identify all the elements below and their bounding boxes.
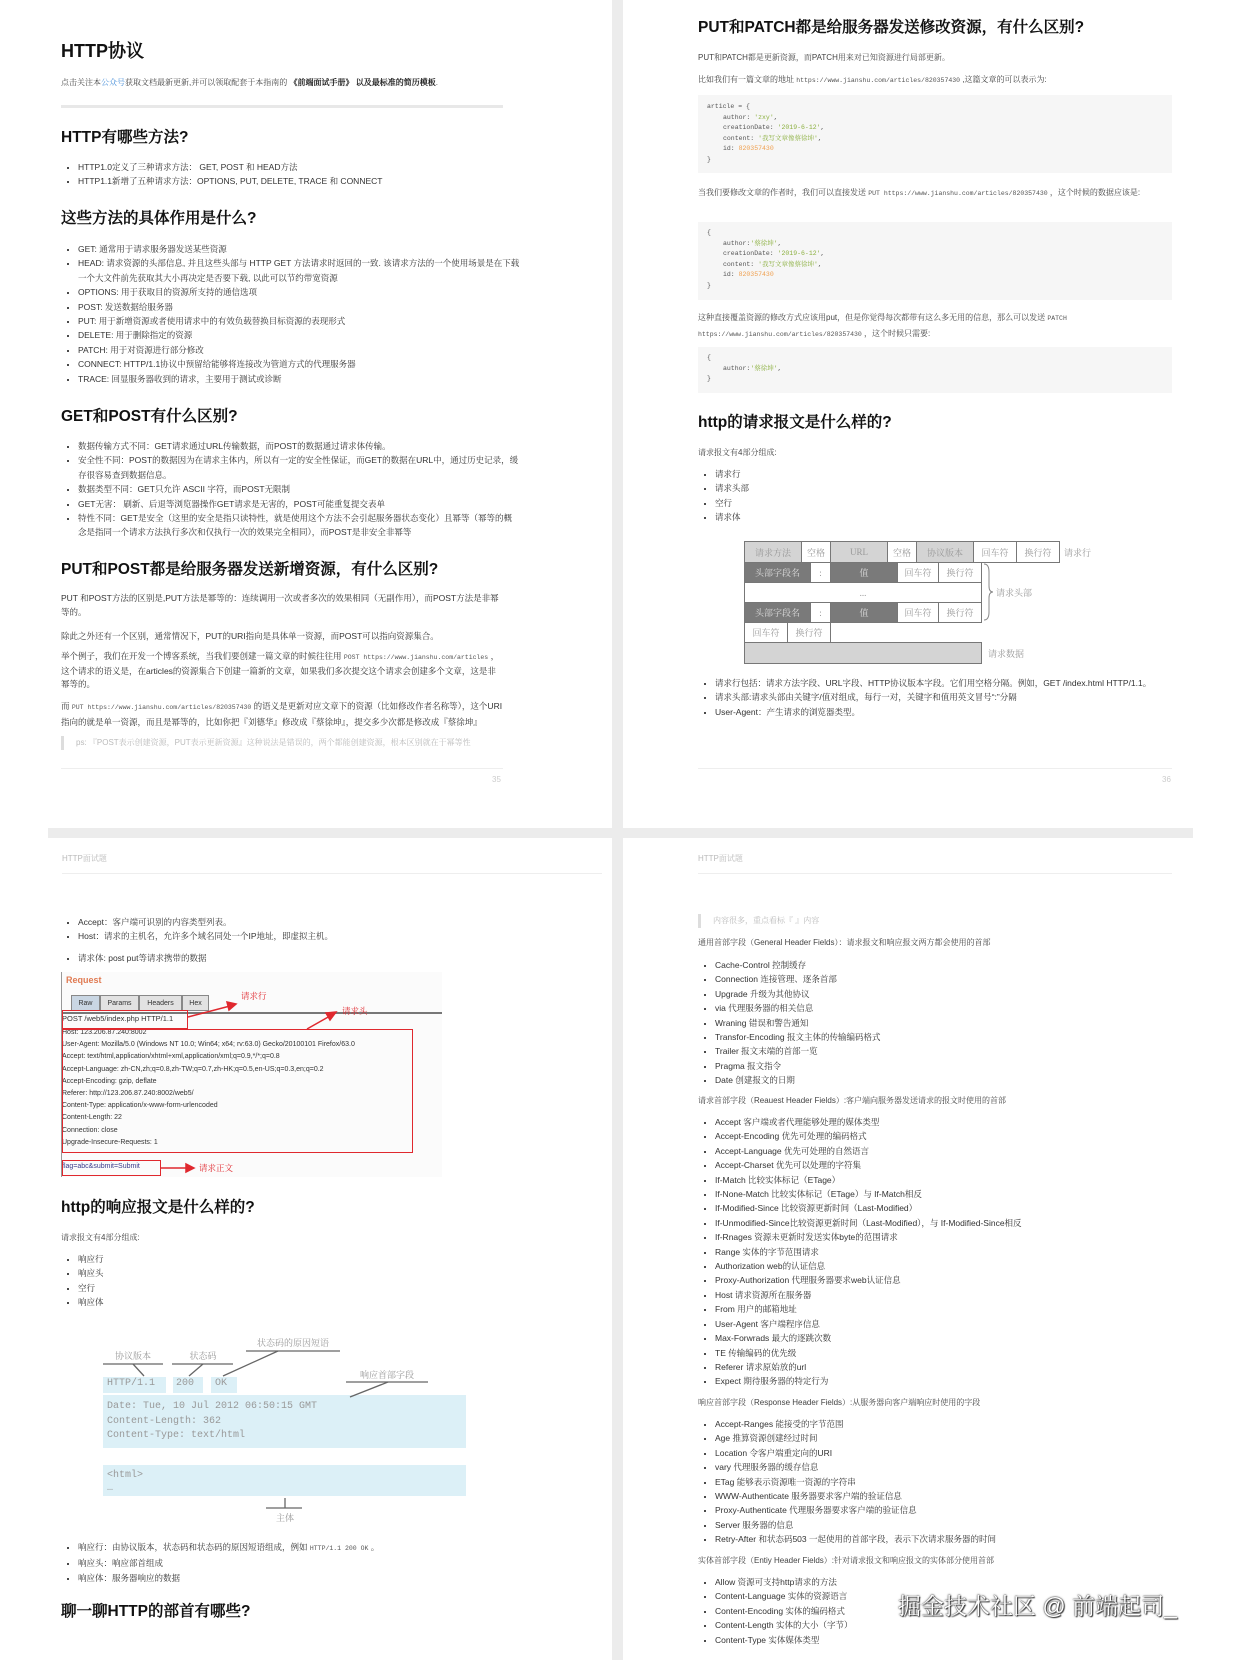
general-header-item: • Trailer 报文末端的首部一览 xyxy=(715,1044,880,1058)
cell-method: 请求方法 xyxy=(744,541,802,563)
para-text-end: ,这篇文章的可以表示为: xyxy=(960,75,1047,84)
request-header-field-item: • Accept-Encoding 优先可处理的编码格式 xyxy=(715,1129,1022,1143)
get-post-list-item: • 特性不同：GET是安全（这里的安全是指只读特性，就是使用这个方法不会引起服务器状态变化）且幂等（幂等的概念是指同一个请求方法执行多次和仅执行一次的效果完全相同），而POST是非安全非幂等 xyxy=(78,511,520,540)
raw-header-line: Referer: http://123.206.87.240:8002/web5/ xyxy=(62,1090,194,1098)
general-header-item: • via 代理服务器的相关信息 xyxy=(715,1001,880,1015)
header-rule xyxy=(698,873,1172,874)
cell-version: 协议版本 xyxy=(916,541,974,563)
code-line: author: 'zxy', xyxy=(723,113,778,121)
response-note-item: • 响应体：服务器响应的数据 xyxy=(78,1571,518,1585)
request-body-item: • 请求体: post put等请求携带的数据 xyxy=(78,951,518,965)
heading-put-patch: PUT和PATCH都是给服务器发送修改资源，有什么区别? xyxy=(698,19,1085,36)
raw-header-line: Connection: close xyxy=(62,1126,118,1134)
request-part-item: • 请求体 xyxy=(715,510,749,524)
heading-get-post: GET和POST有什么区别? xyxy=(61,408,238,425)
general-header-item: • Cache-Control 控制缓存 xyxy=(715,958,880,972)
request-headers-title: 请求首部字段（Reauest Header Fields）:客户端向服务器发送请求的报文时使用的首部 xyxy=(698,1096,1007,1105)
response-intro: 请求报文有4部分组成: xyxy=(61,1233,140,1242)
response-headers-title: 响应首部字段（Response Header Fields）:从服务器向客户端响应时使用的字段 xyxy=(698,1398,981,1407)
request-header-field-item: • Max-Forwrads 最大的逐跳次数 xyxy=(715,1331,1022,1345)
tab-hex[interactable]: Hex xyxy=(182,995,209,1011)
para3-text: 举个例子，我们在开发一个博客系统，当我们要创建一篇文章的时候往往用 xyxy=(61,651,344,661)
request-line-text: POST /web5/index.php HTTP/1.1 xyxy=(62,1014,174,1023)
cell-ellipsis: ... xyxy=(744,582,982,603)
cell-cr: 回车符 xyxy=(973,541,1017,563)
intro-mid: 获取文档最新更新,并可以领取配套于本指南的 xyxy=(125,78,288,87)
general-header-item: • Connection 连接管理、逐条首部 xyxy=(715,972,880,986)
patch-para-1: PUT和PATCH都是更新资源，而PATCH用来对已知资源进行局部更新。 xyxy=(698,53,950,62)
heading-response-message: http的响应报文是什么样的? xyxy=(61,1199,255,1216)
request-header-field-item: • If-Rnages 资源未更新时发送实体byte的范围请求 xyxy=(715,1230,1022,1244)
request-part-item: • 空行 xyxy=(715,496,749,510)
response-header-field-item: • ETag 能够表示资源唯一资源的字符串 xyxy=(715,1475,996,1489)
get-post-list-item: • 安全性不同：POST的数据因为在请求主体内，所以有一定的安全性保证，而GET的数据在URL中，通过历史记录，缓存很容易查到数据信息。 xyxy=(78,453,520,482)
response-note-item: • 响应行：由协议版本，状态码和状态码的原因短语组成，例如 HTTP/1.1 200 OK 。 xyxy=(78,1540,518,1556)
get-post-list-item: • 数据类型不同：GET只允许 ASCII 字符，而POST无限制 xyxy=(78,482,520,496)
request-header-field-item: • Expect 期待服务器的特定行为 xyxy=(715,1374,1022,1388)
code-block-patch-body xyxy=(698,347,1172,393)
request-header-field-item: • If-Unmodified-Since比较资源更新时间（Last-Modified），与 If-Modified-Since相反 xyxy=(715,1216,1022,1230)
request-panel-title: Request xyxy=(66,975,102,985)
para-text: 比如我们有一篇文章的地址 xyxy=(698,75,797,84)
request-header-item: • Host：请求的主机名，允许多个域名同处一个IP地址，即虚拟主机。 xyxy=(78,929,518,943)
code-block-article xyxy=(698,95,1172,173)
label-request-line: 请求行 xyxy=(1064,548,1092,558)
response-header-line: Content-Length: 362 xyxy=(107,1416,222,1427)
response-header-line: Content-Type: text/html xyxy=(107,1430,246,1441)
response-note-item: • 响应头：响应部首组成 xyxy=(78,1556,518,1570)
usage-list-item: • PATCH: 用于对资源进行部分修改 xyxy=(78,343,520,357)
response-header-field-item: • Age 推算资源创建经过时间 xyxy=(715,1431,996,1445)
get-post-list xyxy=(61,439,520,540)
label-status-code: 状态码 xyxy=(189,1351,217,1361)
running-header: HTTP面试题 xyxy=(62,854,107,863)
request-header-fields-list xyxy=(698,1115,1022,1389)
cell-value: 值 xyxy=(830,562,898,583)
request-notes-list xyxy=(698,676,1185,719)
request-note-item: • User-Agent：产生请求的浏览器类型。 xyxy=(715,705,1185,719)
response-body-line: … xyxy=(107,1483,114,1494)
request-header-field-item: • Range 实体的字节范围请求 xyxy=(715,1245,1022,1259)
response-part-item: • 响应行 xyxy=(78,1252,104,1266)
response-part-item: • 响应体 xyxy=(78,1295,104,1309)
request-note-item: • 请求头部:请求头部由关键字/值对组成，每行一对，关键字和值用英文冒号“:”分隔 xyxy=(715,690,1185,704)
raw-header-line: Host: 123.206.87.240:8002 xyxy=(62,1029,147,1036)
code-line: creationDate: '2019-6-12', xyxy=(723,250,825,257)
heading-methods: HTTP有哪些方法? xyxy=(61,129,189,146)
general-header-item: • Transfor-Encoding 报文主体的传输编码格式 xyxy=(715,1030,880,1044)
general-header-item: • Date 创建报文的日期 xyxy=(715,1073,880,1087)
cell-cr: 回车符 xyxy=(744,622,788,643)
cell-colon: : xyxy=(810,602,831,623)
label-request-headers: 请求头部 xyxy=(996,588,1033,598)
request-intro: 请求报文有4部分组成: xyxy=(698,448,777,457)
response-body-line: <html> xyxy=(107,1470,144,1481)
cell-value: 值 xyxy=(830,602,898,623)
request-header-field-item: • From 用户的邮箱地址 xyxy=(715,1302,1022,1316)
usage-list-item: • GET: 通常用于请求服务器发送某些资源 xyxy=(78,242,520,256)
para-text: 当我们要修改文章的作者时，我们可以直接发送 xyxy=(698,188,869,197)
response-header-field-item: • Server 服务器的信息 xyxy=(715,1518,996,1532)
general-header-item: • Wraning 错误和警告通知 xyxy=(715,1016,880,1030)
label-protocol-version: 协议版本 xyxy=(114,1351,152,1361)
label-request-data: 请求数据 xyxy=(988,649,1025,659)
code-line: author:'蔡徐坤', xyxy=(723,364,782,372)
code-line: id: 820357430 xyxy=(723,145,774,152)
cell-field-name: 头部字段名 xyxy=(744,562,811,583)
request-header-item: • Accept：客户端可识别的内容类型列表。 xyxy=(78,915,518,929)
request-header-field-item: • If-Match 比较实体标记（ETage） xyxy=(715,1173,1022,1187)
page-number: 35 xyxy=(492,775,501,784)
usage-list xyxy=(61,242,520,386)
status-version: HTTP/1.1 xyxy=(107,1378,156,1389)
intro-end: . xyxy=(435,78,438,87)
raw-header-line: Accept: text/html,application/xhtml+xml,application/xml;q=0.9,*/*;q=0.8 xyxy=(62,1053,280,1061)
status-reason: OK xyxy=(215,1378,228,1389)
put-post-para-1: PUT 和POST方法的区别是,PUT方法是幂等的：连续调用一次或者多次的效果相同（无副作用），而POST方法是非幂等的。 xyxy=(61,593,499,618)
response-header-field-item: • vary 代理服务器的缓存信息 xyxy=(715,1460,996,1474)
connector-lines-icon xyxy=(0,1330,480,1520)
request-header-field-item: • User-Agent 客户端程序信息 xyxy=(715,1317,1022,1331)
get-post-list-item: • GET无害： 刷新、后退等浏览器操作GET请求是无害的，POST可能重复提交表单 xyxy=(78,497,520,511)
response-part-item: • 空行 xyxy=(78,1281,104,1295)
para-text: 这种直接覆盖资源的修改方式应该用put，但是你觉得每次都带有这么多无用的信息，那么可以发送 xyxy=(698,313,1048,322)
entity-headers-title: 实体首部字段（Entiy Header Fields）:针对请求报文和响应报文的实体部分使用首部 xyxy=(698,1556,995,1565)
official-account-link[interactable]: 公众号 xyxy=(101,78,125,87)
heading-put-post: PUT和POST都是给服务器发送新增资源，有什么区别? xyxy=(61,561,439,578)
status-code: 200 xyxy=(176,1378,195,1389)
page-divider-horizontal xyxy=(48,828,1193,838)
cell-field-name: 头部字段名 xyxy=(744,602,811,623)
cell-space: 空格 xyxy=(801,541,831,563)
doc-title: HTTP协议 xyxy=(61,41,144,61)
inline-code: PUT https://www.jianshu.com/articles/820357430 xyxy=(868,190,1048,197)
get-post-list-item: • 数据传输方式不同：GET请求通过URL传输数据，而POST的数据通过请求体传输。 xyxy=(78,439,520,453)
entity-header-field-item: • Content-Type 实体媒体类型 xyxy=(715,1633,852,1647)
heading-usage: 这些方法的具体作用是什么? xyxy=(61,210,257,227)
response-header-field-item: • Proxy-Authenticate 代理服务器要求客户端的验证信息 xyxy=(715,1503,996,1517)
cell-lf: 换行符 xyxy=(787,622,831,643)
request-header-field-item: • Accept-Language 优先可处理的自然语言 xyxy=(715,1144,1022,1158)
request-note-item: • 请求行包括：请求方法字段、URL字段、HTTP协议版本字段。它们用空格分隔。例如，GET /index.html HTTP/1.1。 xyxy=(715,676,1185,690)
annotation-request-line: 请求行 xyxy=(241,991,267,1001)
methods-list-item: • HTTP1.1新增了五种请求方法：OPTIONS, PUT, DELETE, TRACE 和 CONNECT xyxy=(78,174,520,188)
request-parts-list xyxy=(698,467,749,525)
response-header-field-item: • Retry-After 和状态码503 一起使用的首部字段，表示下次请求服务器的时间 xyxy=(715,1532,996,1546)
request-header-field-item: • Authorization web的认证信息 xyxy=(715,1259,1022,1273)
watermark: 掘金技术社区 @ 前端起司_ xyxy=(898,1593,1177,1619)
code-line: } xyxy=(707,281,711,289)
response-header-field-item: • Accept-Ranges 能接受的字节范围 xyxy=(715,1417,996,1431)
response-header-line: Date: Tue, 10 Jul 2012 06:50:15 GMT xyxy=(107,1401,318,1412)
inline-code: POST https://www.jianshu.com/articles xyxy=(343,654,489,661)
code-line: content: '我写文章像蔡徐坤', xyxy=(723,134,822,142)
patch-para-2 xyxy=(698,74,1047,87)
section-divider xyxy=(61,105,503,108)
raw-header-line: Content-Length: 22 xyxy=(62,1114,122,1122)
request-body-list xyxy=(61,951,518,965)
put-post-para-2: 除此之外还有一个区别，通常情况下，PUT的URI指向是具体单一资源，而POST可以指向资源集合。 xyxy=(61,631,439,641)
raw-header-line: User-Agent: Mozilla/5.0 (Windows NT 10.0; Win64; x64; rv:63.0) Gecko/20100101 Firefox/63.0 xyxy=(62,1041,355,1049)
para4-text: 而 xyxy=(61,701,72,711)
tab-params[interactable]: Params xyxy=(100,995,139,1011)
header-rule xyxy=(62,873,602,874)
put-post-para-4 xyxy=(61,699,503,730)
code-block-put-body xyxy=(698,222,1172,300)
tab-raw[interactable]: Raw xyxy=(71,995,100,1011)
blockquote-note: 内容很多，重点看标『 』内容 xyxy=(698,914,819,928)
cell-cr: 回车符 xyxy=(897,602,939,623)
methods-list-item: • HTTP1.0定义了三种请求方法： GET, POST 和 HEAD方法 xyxy=(78,160,520,174)
para4-text-end: 的语义是更新对应文章下的资源（比如修改作者名称等），这个URI指向的就是单一资源，而且是幂等的，比如你把『刘德华』修改成『蔡徐坤』，提交多少次都是修改成『蔡徐坤』 xyxy=(61,701,503,727)
usage-list-item: • OPTIONS: 用于获取目的资源所支持的通信选项 xyxy=(78,285,520,299)
para-text-end: ，这个时候只需要: xyxy=(861,329,931,338)
general-headers-title: 通用首部字段（General Header Fields）：请求报文和响应报文两方都会使用的首部 xyxy=(698,938,991,947)
code-line: { xyxy=(707,229,711,236)
usage-list-item: • TRACE: 回显服务器收到的请求，主要用于测试或诊断 xyxy=(78,372,520,386)
response-header-field-item: • WWW-Authenticate 服务器要求客户端的验证信息 xyxy=(715,1489,996,1503)
usage-list-item: • DELETE: 用于删除指定的资源 xyxy=(78,328,520,342)
raw-header-line: Accept-Encoding: gzip, deflate xyxy=(62,1077,157,1085)
response-notes-list xyxy=(61,1540,518,1585)
request-header-field-item: • Host 请求资源所在服务器 xyxy=(715,1288,1022,1302)
usage-list-item: • POST: 发送数据给服务器 xyxy=(78,300,520,314)
request-header-field-item: • Accept-Charset 优先可以处理的字符集 xyxy=(715,1158,1022,1172)
response-header-fields-list xyxy=(698,1417,996,1547)
raw-header-line: Accept-Language: zh-CN,zh;q=0.8,zh-TW;q=0.7,zh-HK;q=0.5,en-US;q=0.3,en;q=0.2 xyxy=(62,1065,324,1073)
para-text-end: ，这个时候的数据应该是: xyxy=(1047,188,1141,197)
tab-headers[interactable]: Headers xyxy=(139,995,182,1011)
code-line: author:'蔡徐坤', xyxy=(723,239,782,247)
entity-header-field-item: • Content-Encoding 实体的编码格式 xyxy=(715,1604,852,1618)
entity-header-field-item: • Content-Length 实体的大小（字节） xyxy=(715,1618,852,1632)
footer-rule xyxy=(698,768,1172,769)
request-header-field-item: • If-Modified-Since 比较资源更新时间（Last-Modified） xyxy=(715,1201,1022,1215)
response-parts-list xyxy=(61,1252,104,1310)
patch-para-4 xyxy=(698,310,1172,342)
intro-post: 以及最标准的简历模板 xyxy=(355,78,436,87)
request-header-field-item: • Proxy-Authorization 代理服务器要求web认证信息 xyxy=(715,1273,1022,1287)
request-part-item: • 请求头部 xyxy=(715,481,749,495)
burp-request-screenshot xyxy=(61,972,442,1177)
code-line: id: 820357430 xyxy=(723,271,774,278)
request-headers-list xyxy=(61,915,518,944)
code-line: } xyxy=(707,155,711,163)
cell-space: 空格 xyxy=(887,541,917,563)
request-header-field-item: • Accept 客户端或者代理能够处理的媒体类型 xyxy=(715,1115,1022,1129)
response-part-item: • 响应头 xyxy=(78,1266,104,1280)
annotation-arrows-icon xyxy=(62,972,442,1177)
cell-request-body xyxy=(744,642,982,664)
blockquote-note: ps: 『POST表示创建资源，PUT表示更新资源』这种说法是错误的，两个都能创建资源，根本区别就在于幂等性 xyxy=(61,736,501,750)
annotation-request-body: 请求正文 xyxy=(199,1163,234,1173)
request-header-field-item: • If-None-Match 比较实体标记（ETage）与 If-Match相反 xyxy=(715,1187,1022,1201)
book-title: 《前端面试手册》 xyxy=(289,78,354,87)
heading-http-headers: 聊一聊HTTP的部首有哪些? xyxy=(61,1603,251,1620)
code-line: { xyxy=(707,354,711,361)
general-header-item: • Upgrade 升级为其他协议 xyxy=(715,987,880,1001)
inline-code: PUT https://www.jianshu.com/articles/820357430 xyxy=(71,704,252,711)
cell-colon: : xyxy=(810,562,831,583)
usage-list-item: • HEAD: 请求资源的头部信息, 并且这些头部与 HTTP GET 方法请求时返回的一致. 该请求方法的一个使用场景是在下载一个大文件前先获取其大小再决定是否要下载, 以此可以节约带宽资源 xyxy=(78,256,520,285)
request-part-item: • 请求行 xyxy=(715,467,749,481)
raw-header-line: Content-Type: application/x-www-form-urlencoded xyxy=(62,1102,218,1110)
usage-list-item: • CONNECT: HTTP/1.1协议中预留给能够将连接改为管道方式的代理服务器 xyxy=(78,357,520,371)
cell-lf: 换行符 xyxy=(938,562,982,583)
code-line: article = { xyxy=(707,103,750,110)
usage-list-item: • PUT: 用于新增资源或者使用请求中的有效负载替换目标资源的表现形式 xyxy=(78,314,520,328)
code-line: content: '我写文章像蔡徐坤', xyxy=(723,260,822,268)
entity-header-field-item: • Content-Language 实体的资源语言 xyxy=(715,1589,852,1603)
cell-lf: 换行符 xyxy=(938,602,982,623)
annotation-request-headers: 请求头 xyxy=(342,1006,368,1016)
brace-icon xyxy=(982,560,996,624)
label-body: 主体 xyxy=(275,1513,295,1523)
inline-code: PATCH https://www.jianshu.com/articles/820357430 xyxy=(698,315,1067,338)
intro-text xyxy=(61,77,521,89)
entity-header-field-item: • Allow 资源可支持http请求的方法 xyxy=(715,1575,852,1589)
cell-lf: 换行符 xyxy=(1016,541,1060,563)
label-response-headers: 响应首部字段 xyxy=(359,1370,415,1380)
para3-text-end: ，这个请求的语义是，在articles的资源集合下创建一篇新的文章，如果我们多次提交这个请求会创建多个文章，这是非幂等的。 xyxy=(61,651,500,690)
running-header: HTTP面试题 xyxy=(698,854,743,863)
code-line: creationDate: '2019-6-12', xyxy=(723,124,825,131)
request-body-text: flag=abc&submit=Submit xyxy=(62,1163,140,1170)
page-number: 36 xyxy=(1162,775,1171,784)
entity-header-fields-list xyxy=(698,1575,852,1647)
footer-rule xyxy=(61,768,503,769)
inline-code: https://www.jianshu.com/articles/820357430 xyxy=(796,77,961,84)
general-headers-list xyxy=(698,958,880,1088)
cell-cr: 回车符 xyxy=(897,562,939,583)
raw-header-line: Upgrade-Insecure-Requests: 1 xyxy=(62,1138,158,1146)
request-header-field-item: • Referer 请求原始放的url xyxy=(715,1360,1022,1374)
label-reason-phrase: 状态码的原因短语 xyxy=(256,1338,330,1348)
intro-pre: 点击关注本 xyxy=(61,78,101,87)
put-post-para-3 xyxy=(61,650,503,692)
general-header-item: • Pragma 报文指令 xyxy=(715,1059,880,1073)
patch-para-3 xyxy=(698,186,1172,201)
cell-url: URL xyxy=(830,541,888,563)
methods-list xyxy=(61,160,520,189)
request-header-field-item: • TE 传输编码的优先级 xyxy=(715,1346,1022,1360)
code-line: } xyxy=(707,375,711,382)
heading-request-message: http的请求报文是什么样的? xyxy=(698,414,892,431)
response-header-field-item: • Location 令客户端重定向的URI xyxy=(715,1446,996,1460)
